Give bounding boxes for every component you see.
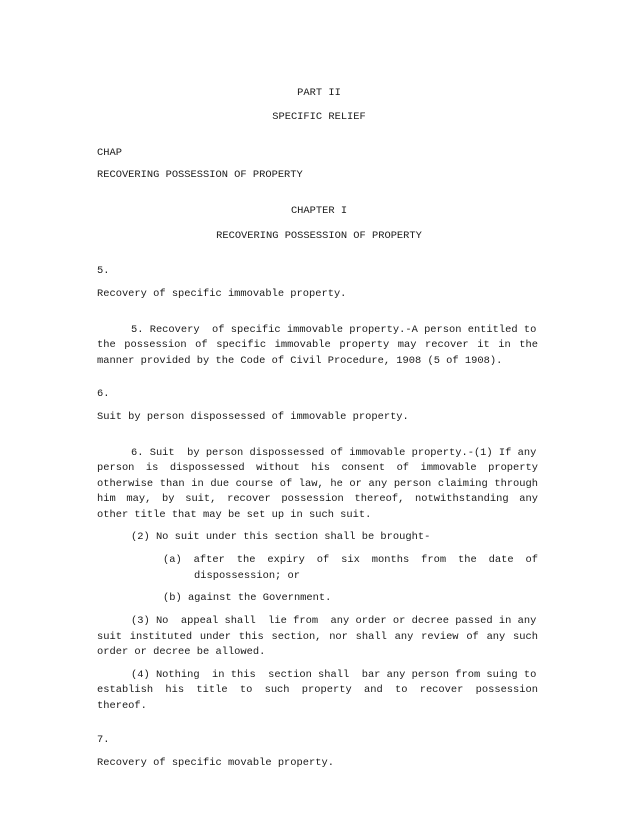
section-5-text-line: the possession of specific immovable property may recover it in the [97,339,538,351]
section-6-p1-line: person is dispossessed without his consent of immovable property [97,462,538,474]
part-heading: PART II [297,87,341,99]
chapter-title: RECOVERING POSSESSION OF PROPERTY [216,230,422,242]
section-6-p2a-line: (a) after the expiry of six months from the date of [163,554,538,566]
section-7-number: 7. [97,734,110,746]
section-6-p4-line: (4) Nothing in this section shall bar any person from suing to [131,669,537,681]
section-7-title: Recovery of specific movable property. [97,757,334,769]
section-5-text-line: manner provided by the Code of Civil Procedure, 1908 (5 of 1908). [97,355,503,367]
part-title: SPECIFIC RELIEF [272,111,366,123]
toc-title: RECOVERING POSSESSION OF PROPERTY [97,169,303,181]
toc-label: CHAP [97,147,122,159]
section-5-title: Recovery of specific immovable property. [97,288,347,300]
section-6-title: Suit by person dispossessed of immovable property. [97,411,409,423]
section-6-p4-line: thereof. [97,700,147,712]
section-6-p1-line: 6. Suit by person dispossessed of immovable property.-(1) If any [131,447,537,459]
section-6-p2: (2) No suit under this section shall be brought- [131,531,431,543]
section-5-number: 5. [97,265,110,277]
section-6-number: 6. [97,388,110,400]
section-6-p3-line: suit instituted under this section, nor shall any review of any such [97,631,538,643]
section-6-p1-line: otherwise than in due course of law, he or any person claiming through [97,478,538,490]
section-6-p1-line: other title that may be set up in such suit. [97,509,372,521]
section-6-p4-line: establish his title to such property and to recover possession [97,684,538,696]
section-6-p2b: (b) against the Government. [163,592,332,604]
section-5-text-line: 5. Recovery of specific immovable property.-A person entitled to [131,324,537,336]
section-6-p1-line: him may, by suit, recover possession thereof, notwithstanding any [97,493,538,505]
section-6-p3-line: order or decree be allowed. [97,646,266,658]
section-6-p2a-line: dispossession; or [194,570,301,582]
section-6-p3-line: (3) No appeal shall lie from any order or decree passed in any [131,615,537,627]
chapter-heading: CHAPTER I [290,205,348,217]
